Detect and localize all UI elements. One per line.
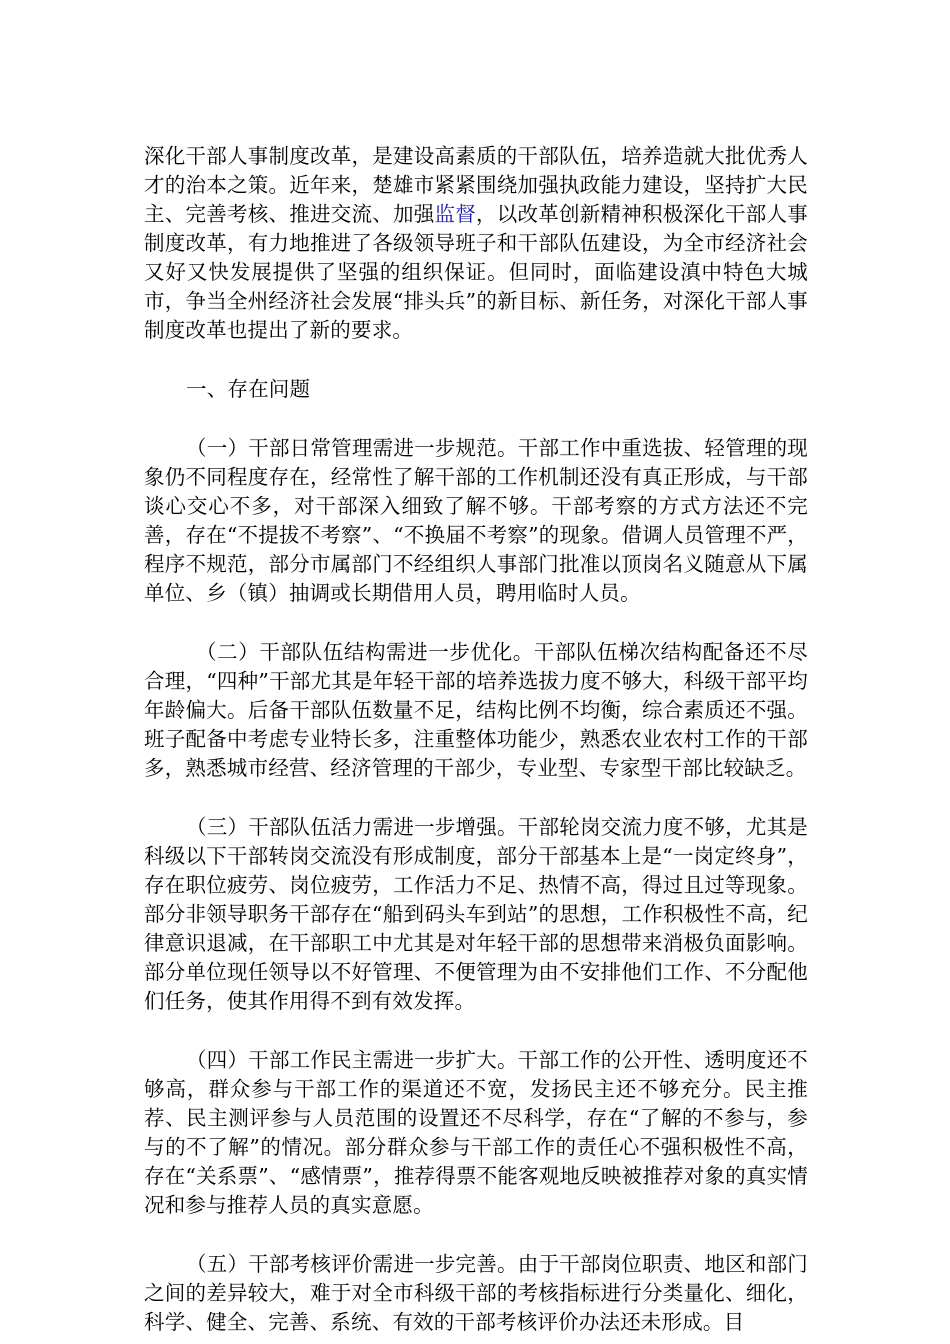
- document-page: [144, 142, 808, 1337]
- intro-text-after-link: ，以改革创新精神积极深化干部人事制度改革，有力地推进了各级领导班子和干部队伍建设，为全市经济社会又好又快发展提供了坚强的组织保证。但同时，面临建设滇中特色大城市，争当全州经济社会发展“排头兵”的新目标、新任务，对深化干部人事制度改革也提出了新的要求。: [144, 202, 808, 342]
- intro-paragraph: [144, 142, 808, 345]
- paragraph-4: （四）干部工作民主需进一步扩大。干部工作的公开性、透明度还不够高，群众参与干部工作的渠道还不宽，发扬民主还不够充分。民主推荐、民主测评参与人员范围的设置还不尽科学，存在“了解的不参与，参与的不了解”的情况。部分群众参与干部工作的责任心不强积极性不高，存在“关系票”、“感情票”，推荐得票不能客观地反映被推荐对象的真实情况和参与推荐人员的真实意愿。: [144, 1048, 808, 1217]
- paragraph-5: （五）干部考核评价需进一步完善。由于干部岗位职责、地区和部门之间的差异较大，难于对全市科级干部的考核指标进行分类量化、细化，科学、健全、完善、系统、有效的干部考核评价办法还未形成。目: [144, 1252, 808, 1334]
- section-heading: 一、存在问题: [186, 377, 311, 401]
- supervision-link[interactable]: 监督: [434, 202, 477, 226]
- intro-text-before-link: 深化干部人事制度改革，是建设高素质的干部队伍，培养造就大批优秀人才的治本之策。近年来，楚雄市紧紧围绕加强执政能力建设，坚持扩大民主、完善考核、推进交流、加强: [144, 144, 808, 226]
- paragraph-3: （三）干部队伍活力需进一步增强。干部轮岗交流力度不够，尤其是科级以下干部转岗交流没有形成制度，部分干部基本上是“一岗定终身”，存在职位疲劳、岗位疲劳，工作活力不足、热情不高，得过且过等现象。部分非领导职务干部存在“船到码头车到站”的思想，工作积极性不高，纪律意识退减，在干部职工中尤其是对年轻干部的思想带来消极负面影响。部分单位现任领导以不好管理、不便管理为由不安排他们工作、不分配他们任务，使其作用得不到有效发挥。: [144, 815, 808, 1013]
- paragraph-2: （二）干部队伍结构需进一步优化。干部队伍梯次结构配备还不尽合理，“四种”干部尤其是年轻干部的培养选拔力度不够大，科级干部平均年龄偏大。后备干部队伍数量不足，结构比例不均衡，综合素质还不强。班子配备中考虑专业特长多，注重整体功能少，熟悉农业农村工作的干部多，熟悉城市经营、经济管理的干部少，专业型、专家型干部比较缺乏。: [144, 640, 808, 780]
- paragraph-1: （一）干部日常管理需进一步规范。干部工作中重选拔、轻管理的现象仍不同程度存在，经常性了解干部的工作机制还没有真正形成，与干部谈心交心不多，对干部深入细致了解不够。干部考察的方式方法还不完善，存在“不提拔不考察”、“不换届不考察”的现象。借调人员管理不严，程序不规范，部分市属部门不经组织人事部门批准以顶岗名义随意从下属单位、乡（镇）抽调或长期借用人员，聘用临时人员。: [144, 436, 808, 605]
